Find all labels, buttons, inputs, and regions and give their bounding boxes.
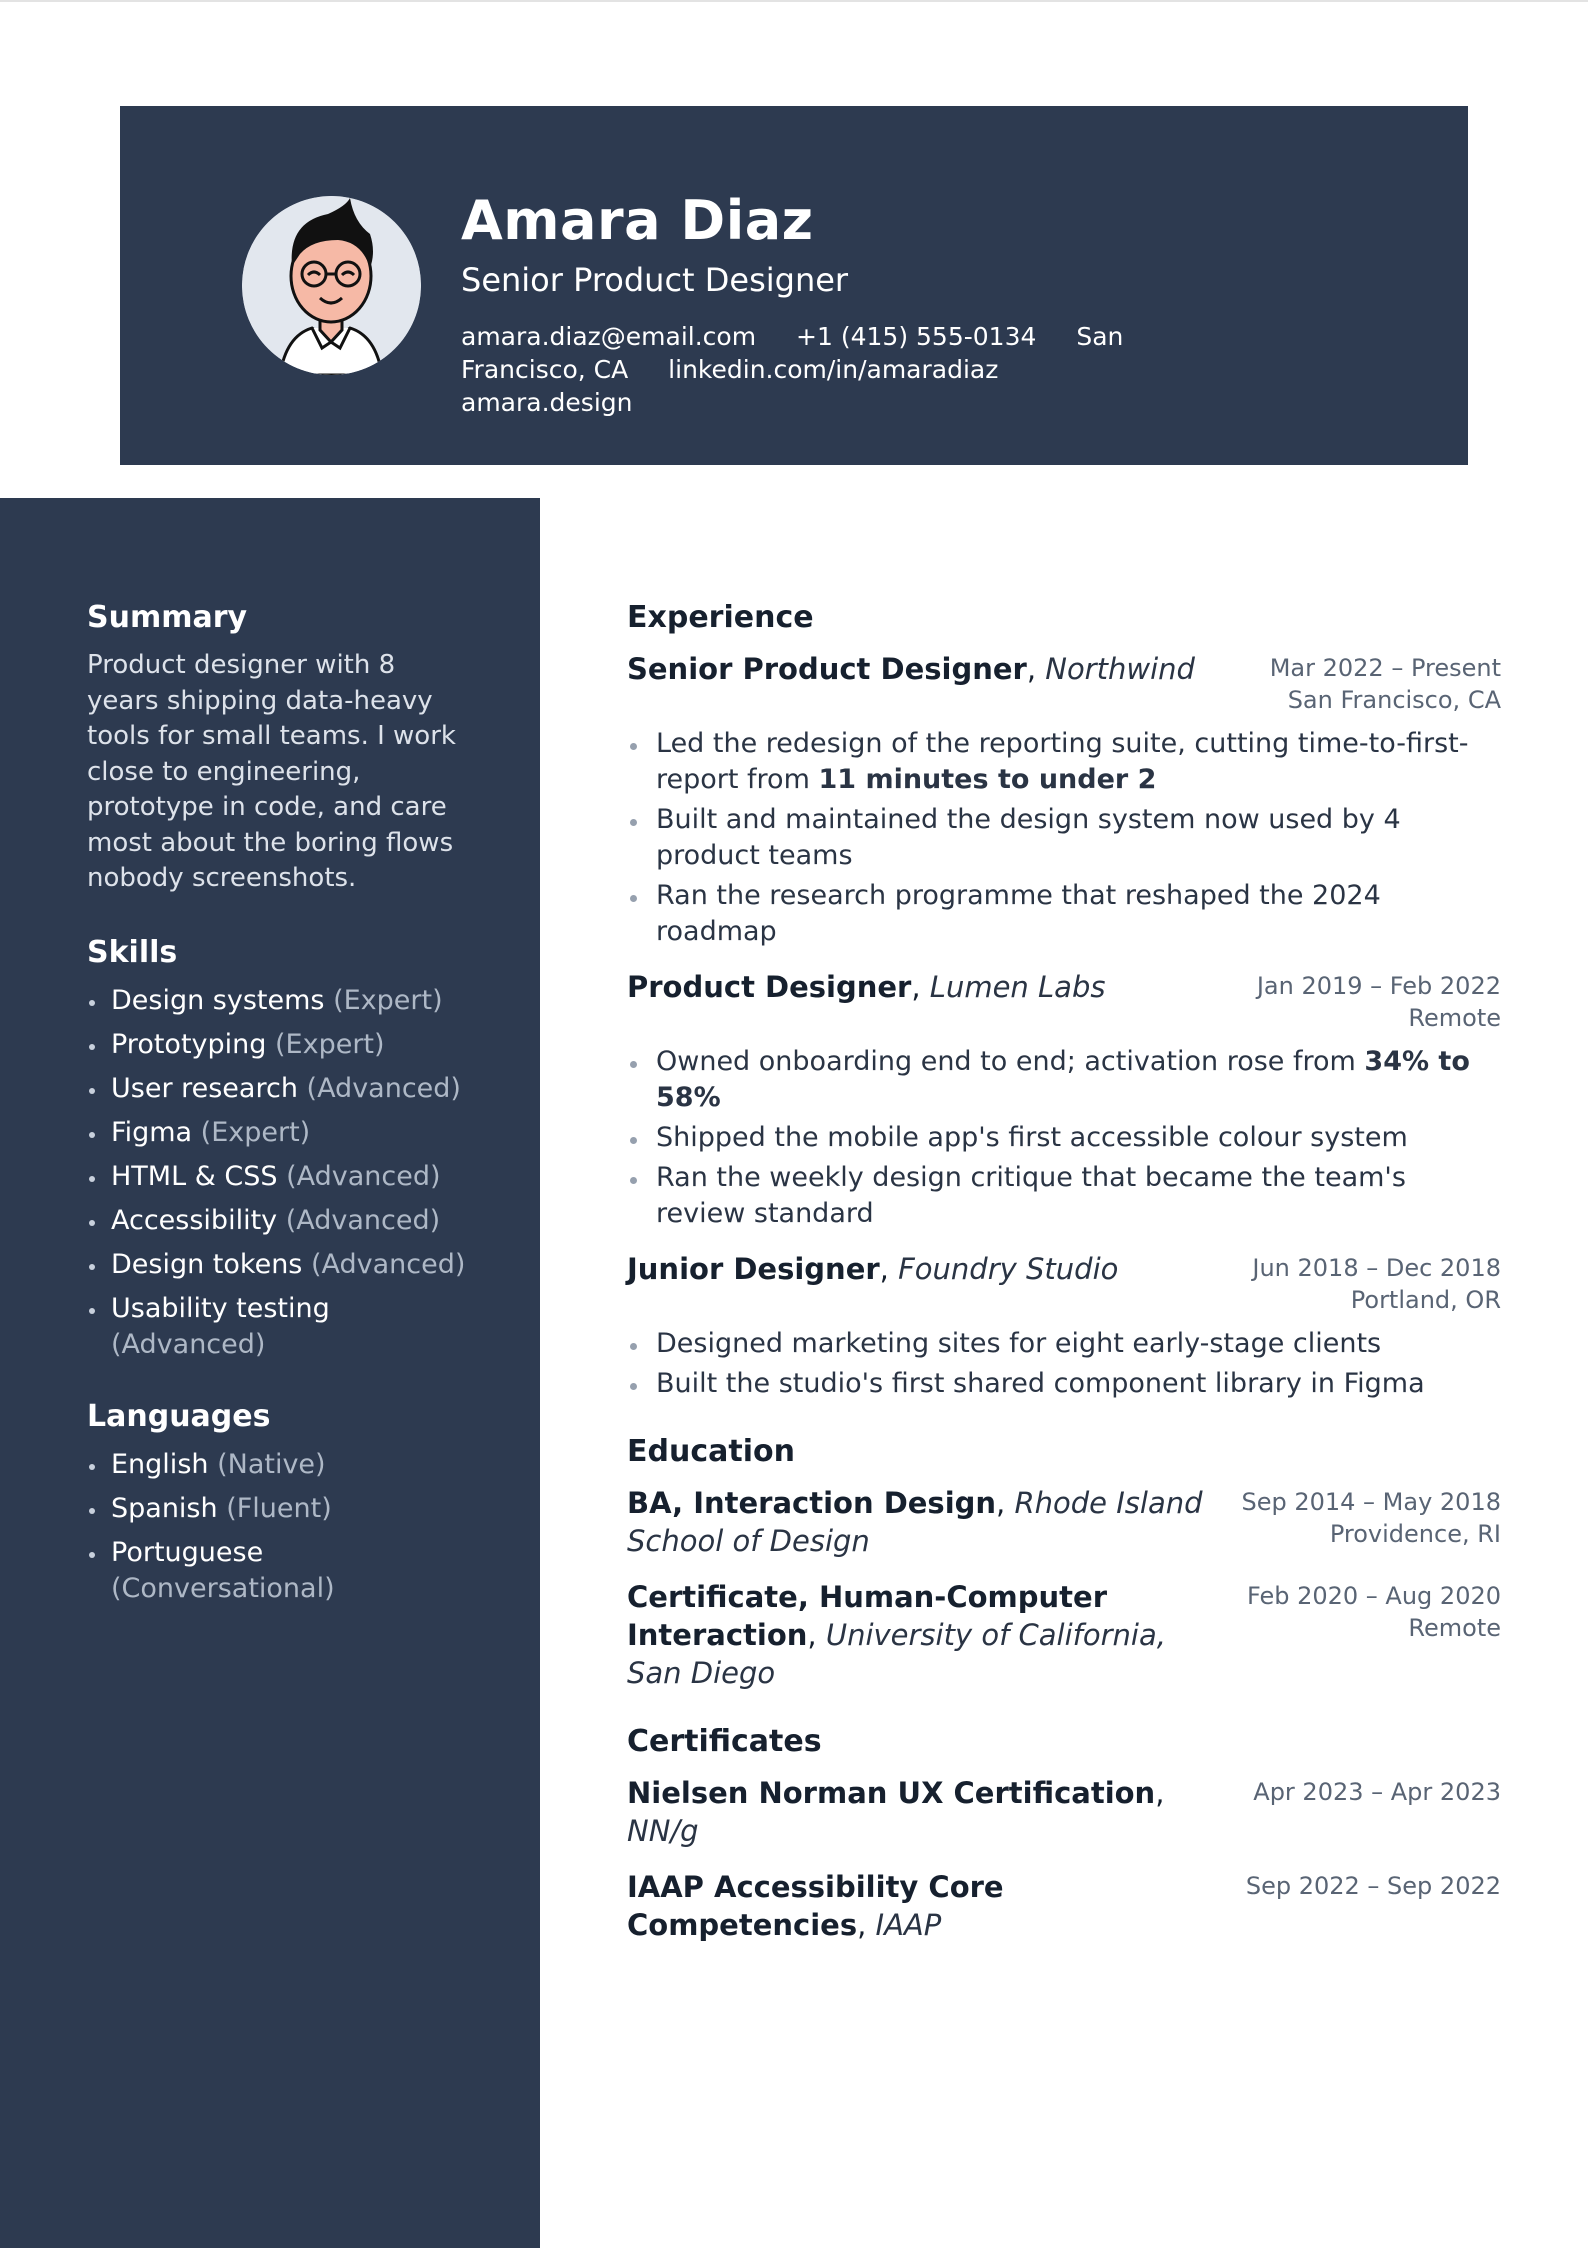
certificate-name: Nielsen Norman UX Certification <box>627 1776 1156 1810</box>
person-name: Amara Diaz <box>461 189 814 252</box>
certificates-section <box>627 1722 1501 1944</box>
language-name: Spanish <box>111 1492 218 1524</box>
skill-level: (Advanced) <box>285 1204 441 1236</box>
job-bullets <box>627 1326 1501 1402</box>
language-level: (Native) <box>217 1448 326 1480</box>
main-content <box>627 598 1501 1974</box>
education-dates: Feb 2020 – Aug 2020 <box>1246 1582 1501 1610</box>
separator: , <box>911 970 930 1004</box>
certificate-dates: Sep 2022 – Sep 2022 <box>1245 1872 1501 1900</box>
job-role: Junior Designer <box>627 1252 880 1286</box>
job-role: Product Designer <box>627 970 912 1004</box>
education-heading: Education <box>627 1434 795 1469</box>
job-dates: Mar 2022 – Present <box>1269 654 1501 682</box>
skill-level: (Advanced) <box>306 1072 461 1104</box>
skill-name: Accessibility <box>111 1204 278 1236</box>
job-title-line <box>627 968 1105 1006</box>
skill-level: (Expert) <box>200 1116 311 1148</box>
job-bullets <box>627 726 1501 950</box>
skill-name: Design systems <box>111 984 325 1016</box>
skills-heading: Skills <box>87 934 178 970</box>
certificate-issuer: IAAP <box>875 1908 942 1942</box>
contact-location: San Francisco, CA <box>461 322 1124 384</box>
separator: , <box>1026 652 1046 686</box>
job-role: Senior Product Designer <box>627 652 1027 686</box>
certificate-issuer: NN/g <box>627 1814 699 1848</box>
job-meta <box>1252 1252 1501 1316</box>
certificate-dates: Apr 2023 – Apr 2023 <box>1253 1778 1501 1806</box>
certificate-meta <box>1253 1776 1501 1808</box>
summary-heading: Summary <box>87 600 248 635</box>
separator: , <box>1155 1776 1165 1810</box>
education-location: Remote <box>1408 1614 1501 1642</box>
language-item <box>87 1535 471 1607</box>
avatar <box>242 196 421 375</box>
school: Rhode Island School of Design <box>627 1486 1203 1558</box>
experience-section <box>627 598 1501 1402</box>
separator: , <box>996 1486 1015 1520</box>
job-location: Remote <box>1408 1004 1501 1032</box>
skill-level: (Advanced) <box>111 1328 266 1360</box>
skill-item <box>87 1071 471 1107</box>
person-title: Senior Product Designer <box>461 261 849 299</box>
skill-item <box>87 983 471 1019</box>
job-company: Northwind <box>1045 652 1195 686</box>
education-meta <box>1247 1580 1501 1644</box>
contact-phone[interactable]: +1 (415) 555-0134 <box>796 322 1037 351</box>
skill-name: Prototyping <box>111 1028 267 1060</box>
degree-line <box>627 1484 1217 1560</box>
contact-email[interactable]: amara.diaz@email.com <box>461 322 757 351</box>
bullet-item: Built the studio's first shared component library in Figma <box>627 1366 1501 1402</box>
certificates-heading: Certificates <box>627 1724 822 1759</box>
language-level: (Conversational) <box>111 1572 335 1604</box>
resume-header <box>120 106 1468 465</box>
language-item <box>87 1447 471 1483</box>
job-location: Portland, OR <box>1350 1286 1501 1314</box>
certificate-name: IAAP Accessibility Core Competencies <box>627 1870 1004 1942</box>
job-bullets <box>627 1044 1501 1232</box>
skill-level: (Advanced) <box>310 1248 466 1280</box>
degree: BA, Interaction Design <box>627 1486 997 1520</box>
contact-list <box>461 320 1241 419</box>
school: University of California, San Diego <box>627 1618 1166 1690</box>
header-text <box>461 186 1251 419</box>
skill-item <box>87 1247 471 1283</box>
job-entry <box>627 968 1501 1232</box>
skill-item <box>87 1027 471 1063</box>
certificate-line <box>627 1774 1217 1850</box>
language-item <box>87 1491 471 1527</box>
job-dates: Jan 2019 – Feb 2022 <box>1256 972 1501 1000</box>
certificate-entry <box>627 1868 1501 1944</box>
summary-text: Product designer with 8 years shipping data-heavy tools for small teams. I work close to engineering, prototype in code, and care most about the boring flows nobody screenshots. <box>87 650 456 893</box>
job-dates: Jun 2018 – Dec 2018 <box>1252 1254 1501 1282</box>
top-rule <box>0 0 1588 2</box>
separator: , <box>857 1908 876 1942</box>
bullet-item: Built and maintained the design system now used by 4 product teams <box>627 802 1501 874</box>
degree: Certificate, Human-Computer Interaction <box>627 1580 1108 1652</box>
skill-name: Figma <box>111 1116 193 1148</box>
bullet-item: Shipped the mobile app's first accessible colour system <box>627 1120 1501 1156</box>
education-entry <box>627 1578 1501 1692</box>
bullet-item: Ran the research programme that reshaped the 2024 roadmap <box>627 878 1501 950</box>
contact-website[interactable]: amara.design <box>461 388 633 417</box>
skill-item <box>87 1291 471 1363</box>
job-meta <box>1270 652 1501 716</box>
job-entry <box>627 650 1501 950</box>
job-title-line <box>627 1250 1118 1288</box>
separator: , <box>807 1618 826 1652</box>
bullet-item: Owned onboarding end to end; activation rose from 34% to 58% <box>627 1044 1501 1116</box>
job-meta <box>1257 970 1501 1034</box>
bullet-item: Ran the weekly design critique that became the team's review standard <box>627 1160 1501 1232</box>
skill-item <box>87 1159 471 1195</box>
education-section <box>627 1432 1501 1692</box>
separator: , <box>879 1252 899 1286</box>
job-location: San Francisco, CA <box>1287 686 1501 714</box>
skill-item <box>87 1115 471 1151</box>
language-name: Portuguese <box>111 1536 264 1568</box>
skill-name: Design tokens <box>111 1248 303 1280</box>
degree-line <box>627 1578 1217 1692</box>
sidebar <box>0 498 540 2248</box>
certificate-line <box>627 1868 1217 1944</box>
avatar-illustration <box>242 196 421 375</box>
job-company: Lumen Labs <box>929 970 1106 1004</box>
skill-name: HTML & CSS <box>111 1160 278 1192</box>
education-dates: Sep 2014 – May 2018 <box>1241 1488 1501 1516</box>
certificate-entry <box>627 1774 1501 1850</box>
certificate-meta <box>1246 1870 1501 1902</box>
skill-level: (Expert) <box>333 984 443 1016</box>
languages-heading: Languages <box>87 1398 271 1434</box>
skill-level: (Advanced) <box>286 1160 441 1192</box>
contact-linkedin[interactable]: linkedin.com/in/amaradiaz <box>668 355 999 384</box>
education-location: Providence, RI <box>1329 1520 1501 1548</box>
skills-list <box>87 983 540 1363</box>
skill-level: (Expert) <box>275 1028 385 1060</box>
bullet-item: Led the redesign of the reporting suite, cutting time-to-first-report from 11 minutes to under 2 <box>627 726 1501 798</box>
languages-list <box>87 1447 540 1607</box>
skill-name: Usability testing <box>111 1292 330 1324</box>
education-meta <box>1241 1486 1501 1550</box>
bullet-item: Designed marketing sites for eight early-stage clients <box>627 1326 1501 1362</box>
language-level: (Fluent) <box>226 1492 332 1524</box>
job-title-line <box>627 650 1195 688</box>
education-entry <box>627 1484 1501 1560</box>
experience-heading: Experience <box>627 600 814 635</box>
job-company: Foundry Studio <box>898 1252 1119 1286</box>
language-name: English <box>111 1448 209 1480</box>
skill-name: User research <box>111 1072 298 1104</box>
skill-item <box>87 1203 471 1239</box>
job-entry <box>627 1250 1501 1402</box>
